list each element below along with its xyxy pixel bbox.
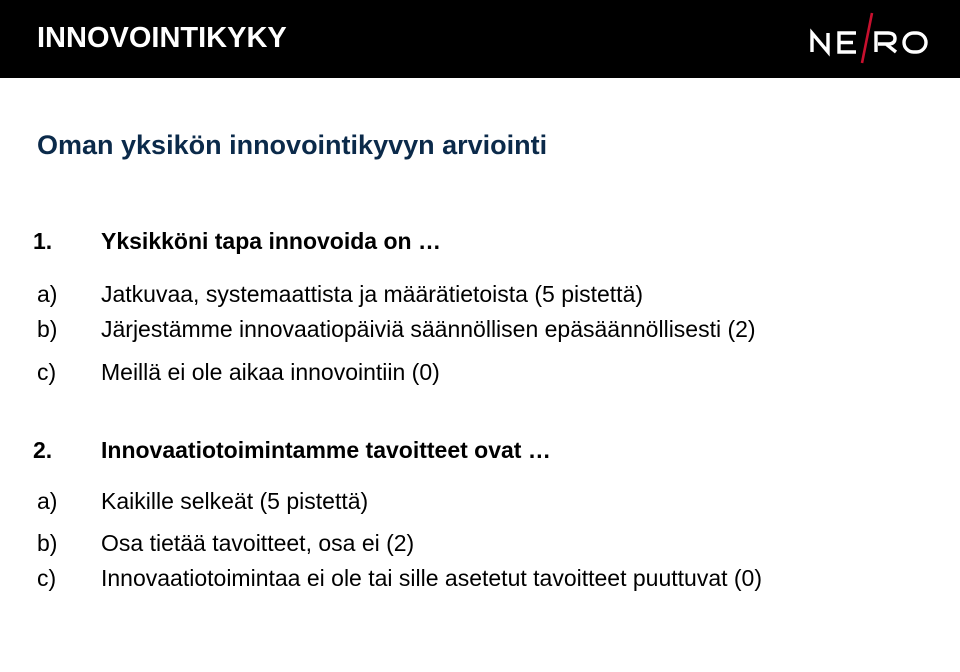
option-marker: a) [37,281,58,307]
option-text: Osa tietää tavoitteet, osa ei (2) [101,530,415,556]
section-subtitle: Oman yksikön innovointikyvyn arviointi [37,130,548,160]
option-text: Innovaatiotoimintaa ei ole tai sille asetetut tavoitteet puuttuvat (0) [101,565,763,591]
option-marker: a) [37,488,58,514]
option-marker: b) [37,530,58,556]
question-number: 1. [33,228,53,254]
option-text: Meillä ei ole aikaa innovointiin (0) [101,359,440,385]
option-text: Kaikille selkeät (5 pistettä) [101,488,369,514]
question-text: Innovaatiotoimintamme tavoitteet ovat … [101,437,551,463]
option-text: Jatkuvaa, systemaattista ja määrätietoista (5 pistettä) [101,281,644,307]
question-text: Yksikköni tapa innovoida on … [101,228,441,254]
header-bar [0,0,960,78]
page-title: INNOVOINTIKYKY [37,22,287,54]
nero-logo [806,10,932,66]
option-marker: c) [37,359,57,385]
option-marker: b) [37,316,58,342]
option-text: Järjestämme innovaatiopäiviä säännöllisen epäsäännöllisesti (2) [101,316,756,342]
question-number: 2. [33,437,53,463]
option-marker: c) [37,565,57,591]
